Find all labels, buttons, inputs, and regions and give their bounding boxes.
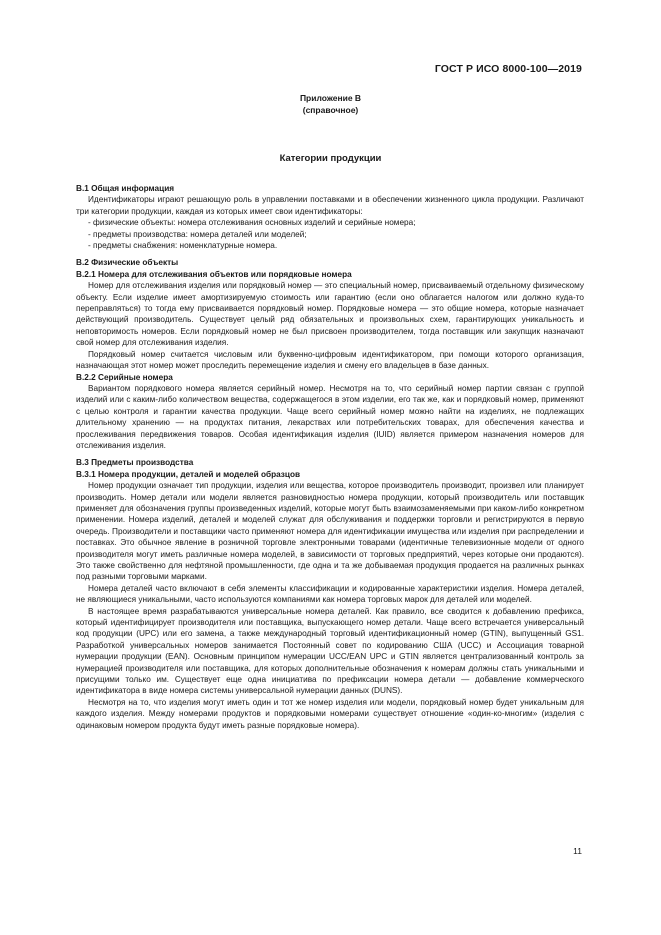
appendix-heading: [0, 93, 661, 116]
subsection-heading-b31: В.3.1 Номера продукции, деталей и моделей образцов: [76, 469, 301, 479]
paragraph: Порядковый номер считается числовым или буквенно-цифровым идентификатором, при помощи которого организация, назначающая этот номер может проследить перемещение изделия и смену его владельцев в базе данных.: [76, 349, 584, 371]
paragraph: В настоящее время разрабатываются универсальные номера деталей. Как правило, все сводится к добавлению префикса, который идентифицирует производителя или поставщика, выпускающего номер детали. Чаще всего встречается универсальный код продукции (UPC) или его замена, а также международный торговый идентификационный номер (GTIN), выпущенный GS1. Разработкой универсальных номеров занимается Постоянный совет по кодированию США (UCC) и Ассоциация товарной нумерации продукции (EAN). Основным принципом нумерации UCC/EAN UPC и GTIN является централизованный контроль за нумерацией производителя или поставщика, для которых дополнительные обозначения к номерам должны стать уникальными и присущими только им. Существует еще одна инициатива по префиксации номера детали — добавление коммерческого идентификатора в виде номера системы универсальной нумерации данных (DUNS).: [76, 606, 584, 696]
paragraph: Номер продукции означает тип продукции, изделия или вещества, которое производитель производит, произвел или планирует производить. Номер детали или модели является разновидностью номера продукции, который производитель или поставщик применяет для обозначения группы произведенных изделий, которые могут быть взаимозаменяемыми при каком-либо конкретном применении. Номера изделий, деталей и моделей служат для обслуживания и поддержки торговли и регистрируются в первую очередь. Производители и поставщики часто применяют номера для идентификации имущества или изделия при распределении и поставках. Это обычное явление в розничной торговле электронными товарами (идентичные телевизионные модели от одного производителя могут иметь различные номера моделей, в зависимости от торговых предприятий, через которые они продаются). Это также свойственно для нефтяной промышленности, где одна и та же добываемая продукция продается на различных рынках под разными торговыми марками.: [76, 481, 584, 582]
list-item: - физические объекты: номера отслеживания основных изделий и серийные номера;: [88, 218, 416, 228]
section-heading-b3: В.3 Предметы производства: [76, 458, 194, 468]
document-code: ГОСТ Р ИСО 8000-100—2019: [434, 63, 582, 75]
list-item: - предметы снабжения: номенклатурные номера.: [88, 241, 278, 251]
section-heading-b1: В.1 Общая информация: [76, 184, 175, 193]
page-number: 11: [573, 846, 582, 856]
paragraph: Номера деталей часто включают в себя элементы классификации и кодированные характеристики изделия. Номера деталей, не являющиеся уникальными, часто используются компаниями как номера торговых марок для деталей или моделей.: [76, 583, 584, 605]
subsection-heading-b21: В.2.1 Номера для отслеживания объектов или порядковые номера: [76, 269, 352, 279]
section-heading-b2: В.2 Физические объекты: [76, 258, 179, 268]
paragraph: Несмотря на то, что изделия могут иметь один и тот же номер изделия или модели, порядковый номер будет уникальным для каждого изделия. Между номерами продуктов и порядковыми номерами существует отношение «один-ко-многим» (изделия с одинаковым номером продукта будут иметь разные порядковые номера).: [76, 697, 584, 730]
category-list: [76, 217, 584, 251]
appendix-label: Приложение В: [299, 93, 362, 103]
subsection-heading-b22: В.2.2 Серийные номера: [76, 372, 173, 382]
page-title: Категории продукции: [279, 153, 382, 164]
list-item: - предметы производства: номера деталей или моделей;: [88, 229, 307, 239]
document-body: [76, 183, 584, 731]
paragraph: Номер для отслеживания изделия или порядковый номер — это специальный номер, присваиваемый отдельному физическому объекту. Если изделие имеет амортизируемую стоимость или гарантию (если оно облагается налогом или должно куда-то переправляться) то тогда ему присваивается порядковый номер. Порядковые номера — это общие номера, которые назначает действующий производитель. Существует целый ряд обязательных и произвольных схем, гарантирующих уникальность и неповторимость номеров. Если порядковый номер не был присвоен производителем, тогда поставщик или закупщик назначают свой номер для отслеживания изделия.: [76, 281, 584, 348]
paragraph: Идентификаторы играют решающую роль в управлении поставками и в обеспечении жизненного цикла продукции. Различают три категории продукции, каждая из которых имеет свои идентификаторы:: [76, 195, 584, 216]
appendix-type: (справочное): [302, 104, 359, 115]
paragraph: Вариантом порядкового номера является серийный номер. Несмотря на то, что серийный номер партии связан с группой изделий или с каким-либо количеством вещества, содержащегося в этом изделии, его так же, как и порядковый номер, применяют с целью контроля и гарантии качества продукции. Чаще всего серийный номер можно найти на изделиях, не подлежащих длительному хранению — на продуктах питания, лекарствах или потребительских товарах, для обеспечения качества и прослеживания передвижения товаров. Особая идентификация изделия (IUID) является примером назначения номеров для отслеживания изделия.: [76, 383, 584, 450]
